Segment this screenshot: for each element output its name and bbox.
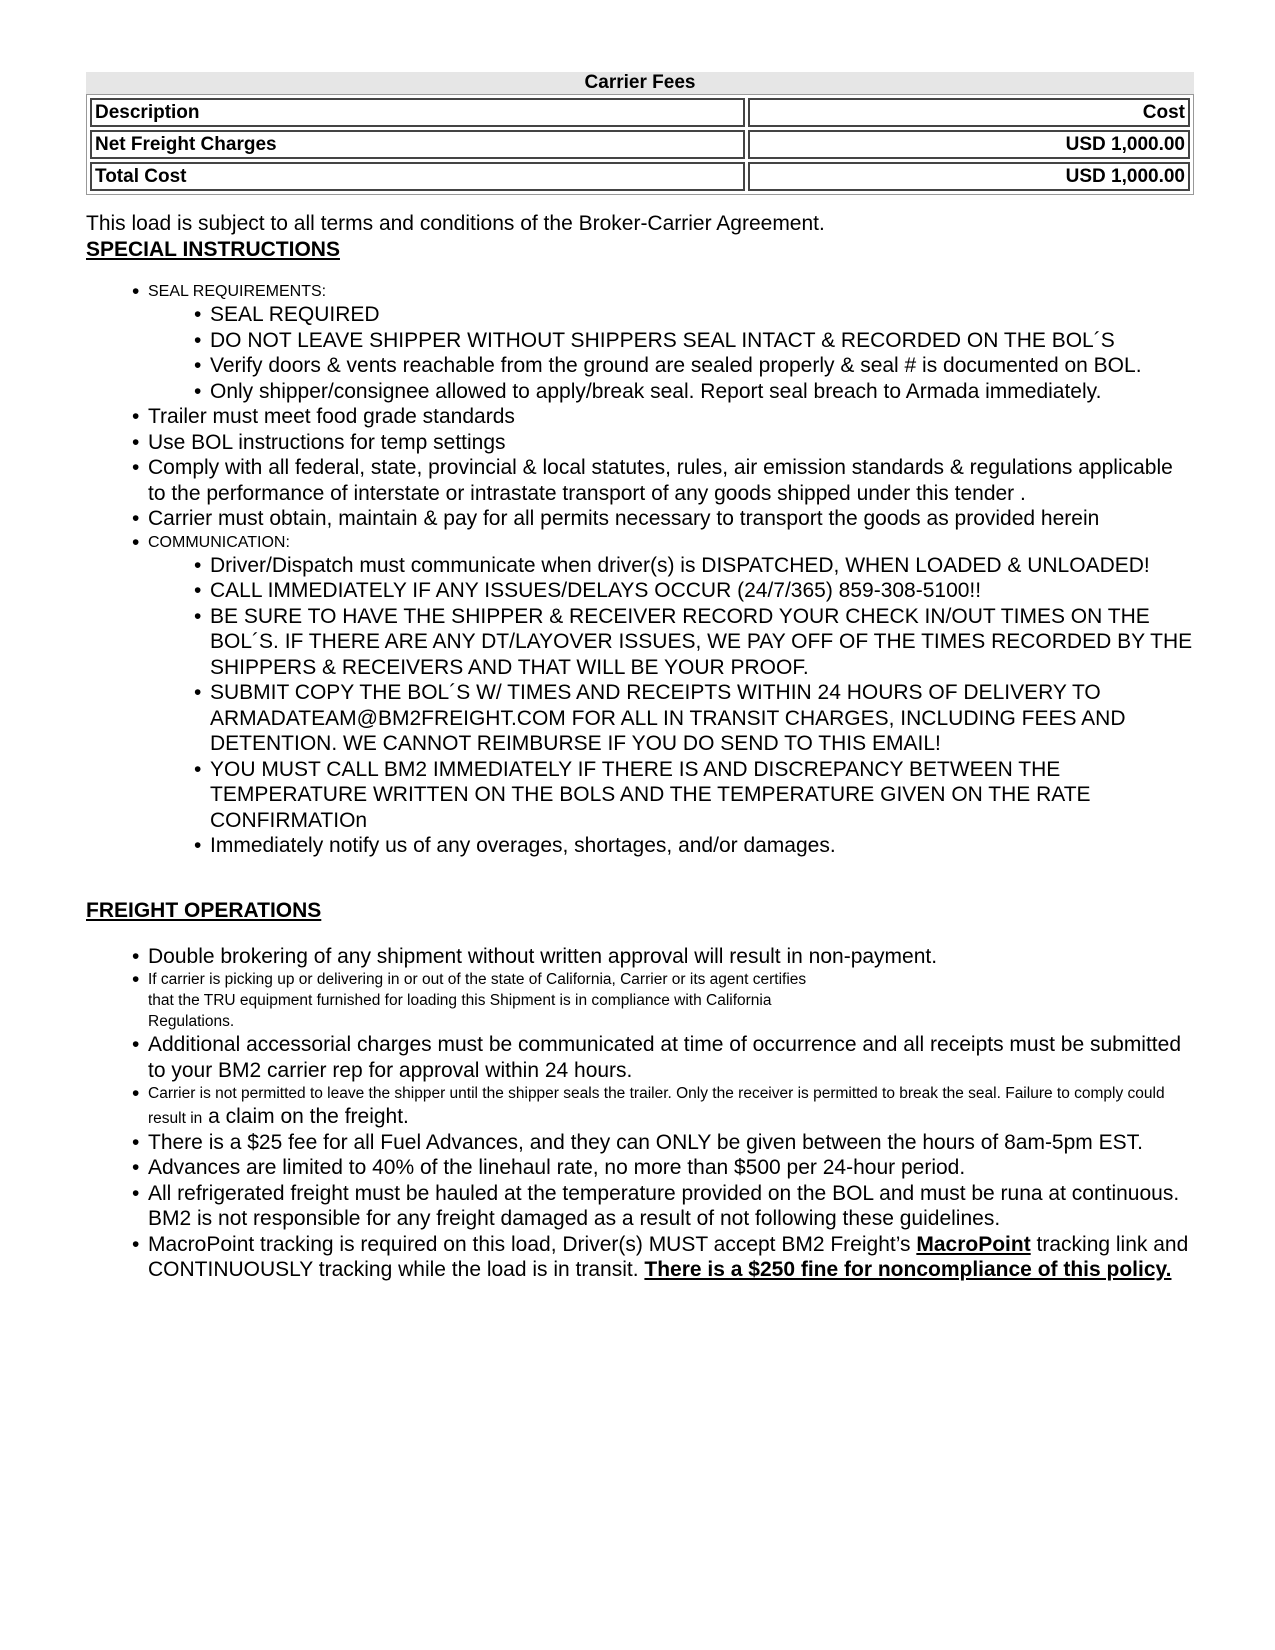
freight-operations-list xyxy=(86,944,1194,1283)
noncompliance-fine: There is a $250 fine for noncompliance of this policy. xyxy=(644,1258,1172,1281)
carrier-fees-title: Carrier Fees xyxy=(86,72,1194,94)
list-item: • Driver/Dispatch must communicate when driver(s) is DISPATCHED, WHEN LOADED & UNLOADED! xyxy=(86,553,1194,579)
list-item: • CALL IMMEDIATELY IF ANY ISSUES/DELAYS OCCUR (24/7/365) 859-308-5100!! xyxy=(86,578,1194,604)
list-item: • DO NOT LEAVE SHIPPER WITHOUT SHIPPERS SEAL INTACT & RECORDED ON THE BOL´S xyxy=(86,328,1194,354)
agreement-text: This load is subject to all terms and conditions of the Broker-Carrier Agreement. xyxy=(86,212,825,235)
list-item: • Additional accessorial charges must be communicated at time of occurrence and all receipts must be submitted to your BM2 carrier rep for approval within 24 hours. xyxy=(86,1032,1194,1083)
seal-policy-text: Carrier is not permitted to leave the shipper until the shipper seals the trailer. Only the receiver is permitted to break the seal. Failure to comply could result in xyxy=(148,1085,1165,1127)
table-header-row xyxy=(90,98,1190,127)
special-instructions-title: SPECIAL INSTRUCTIONS xyxy=(86,238,340,261)
header-cost: Cost xyxy=(748,98,1190,127)
communication-heading: COMMUNICATION: xyxy=(148,533,290,551)
list-item: • There is a $25 fee for all Fuel Advances, and they can ONLY be given between the hours of 8am-5pm EST. xyxy=(86,1130,1194,1156)
california-line: Regulations. xyxy=(148,1013,235,1030)
list-item xyxy=(86,1083,1194,1130)
list-item: • Immediately notify us of any overages, shortages, and/or damages. xyxy=(86,833,1194,859)
macropoint-text: MacroPoint tracking is required on this load, Driver(s) MUST accept BM2 Freight’s xyxy=(148,1232,917,1256)
list-item: • Verify doors & vents reachable from the ground are sealed properly & seal # is documented on BOL. xyxy=(86,353,1194,379)
special-instructions-list xyxy=(86,281,1194,859)
list-item xyxy=(86,1232,1194,1283)
list-item: • Carrier must obtain, maintain & pay for all permits necessary to transport the goods as provided herein xyxy=(86,506,1194,532)
list-item: • SUBMIT COPY THE BOL´S W/ TIMES AND RECEIPTS WITHIN 24 HOURS OF DELIVERY TO ARMADATEAM@BM2FREIGHT.COM FOR ALL IN TRANSIT CHARGES, INCLUDING FEES AND DETENTION. WE CANNOT REIMBURSE IF YOU DO SEND TO THIS EMAIL! xyxy=(86,680,1194,757)
list-item: • Comply with all federal, state, provincial & local statutes, rules, air emission standards & regulations applicable to the performance of interstate or intrastate transport of any goods shipped under this tender . xyxy=(86,455,1194,506)
list-item: • Only shipper/consignee allowed to apply/break seal. Report seal breach to Armada immediately. xyxy=(86,379,1194,405)
table-row xyxy=(90,130,1190,159)
row-cost: USD 1,000.00 xyxy=(748,162,1190,191)
communication-list xyxy=(86,553,1194,859)
row-description: Net Freight Charges xyxy=(90,130,745,159)
seal-list xyxy=(86,302,1194,404)
california-line: • If carrier is picking up or delivering in or out of the state of California, Carrier or its agent certifies xyxy=(148,971,807,988)
list-item xyxy=(86,532,1194,859)
row-cost: USD 1,000.00 xyxy=(748,130,1190,159)
list-item: • Double brokering of any shipment without written approval will result in non-payment. xyxy=(86,944,1194,970)
list-item: • Use BOL instructions for temp settings xyxy=(86,430,1194,456)
header-description: Description xyxy=(90,98,745,127)
row-description: Total Cost xyxy=(90,162,745,191)
list-item: • SEAL REQUIRED xyxy=(86,302,1194,328)
seal-heading: SEAL REQUIREMENTS: xyxy=(148,283,327,300)
macropoint-text-cont: tracking link and CONTINUOUSLY tracking while the load is in transit. xyxy=(148,1232,1189,1281)
california-line: that the TRU equipment furnished for loading this Shipment is in compliance with California xyxy=(148,992,772,1009)
list-item: • YOU MUST CALL BM2 IMMEDIATELY IF THERE IS AND DISCREPANCY BETWEEN THE TEMPERATURE WRITTEN ON THE BOLS AND THE TEMPERATURE GIVEN ON THE RATE CONFIRMATIOn xyxy=(86,757,1194,834)
list-item xyxy=(86,969,1194,1032)
seal-policy-claim: a claim on the freight. xyxy=(202,1105,409,1128)
list-item xyxy=(86,281,1194,404)
list-item: • Trailer must meet food grade standards xyxy=(86,404,1194,430)
macropoint-link[interactable]: MacroPoint xyxy=(916,1232,1031,1256)
list-item: • BE SURE TO HAVE THE SHIPPER & RECEIVER RECORD YOUR CHECK IN/OUT TIMES ON THE BOL´S. IF THERE ARE ANY DT/LAYOVER ISSUES, WE PAY OFF OF THE TIMES RECORDED BY THE SHIPPERS & RECEIVERS AND THAT WILL BE YOUR PROOF. xyxy=(86,604,1194,681)
table-row xyxy=(90,162,1190,191)
list-item: • All refrigerated freight must be hauled at the temperature provided on the BOL and must be runa at continuous. BM2 is not responsible for any freight damaged as a result of not following these guidelines. xyxy=(86,1181,1194,1232)
list-item: • Advances are limited to 40% of the linehaul rate, no more than $500 per 24-hour period. xyxy=(86,1155,1194,1181)
document-page xyxy=(86,72,1194,1283)
freight-operations-title: FREIGHT OPERATIONS xyxy=(86,898,322,922)
carrier-fees-table xyxy=(86,94,1194,195)
